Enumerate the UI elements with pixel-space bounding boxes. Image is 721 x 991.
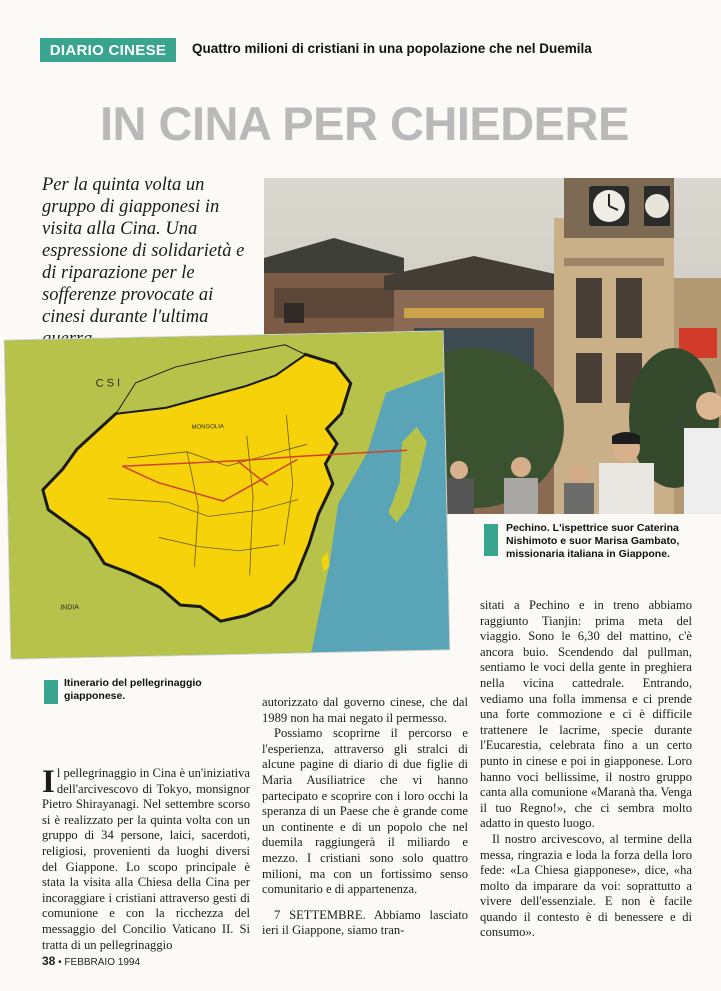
- map-caption-bar: [44, 680, 58, 704]
- photo-caption-bar: [484, 524, 498, 556]
- lede: Per la quinta volta un gruppo di giapponesi in visita alla Cina. Una espressione di solidarietà e di riparazione per le sofferenze provocate ai cinesi durante l'ultima: [42, 175, 245, 327]
- page-number: 38: [42, 954, 56, 968]
- col2-paragraph-3: 7 SETTEMBRE. Abbiamo lasciato ieri il Giappone, siamo tran-: [262, 907, 468, 938]
- col3-paragraph-2: Il nostro arcivescovo, al termine della messa, ringrazia e loda la forza della loro fede: «La Chiesa giapponese», dice, «ha molto da imparare da voi: soprattutto a vivere dell'essenziale. E non è facile quando il contesto è di benessere e di consumo».: [480, 831, 692, 940]
- headline: IN CINA PER CHIEDERE: [100, 97, 629, 150]
- section-tag: [40, 38, 176, 62]
- col2-paragraph-2: Possiamo scoprirne il percorso e l'esperienza, attraverso gli stralci di alcune pagine di diario di due figlie di Maria Ausiliatrice che vi hanno partecipato e scoprire con i loro occhi la speranza di un Paese che è grande come un continente e di un popolo che nel duemila raggiungerà il miliardo e mezzo. I cristiani sono solo quattro milioni, ma con un fortissimo senso comunitario e di appartenenza.: [262, 726, 468, 897]
- photo-caption: Pechino. L'ispettrice suor Caterina Nishimoto e suor Marisa Gambato, missionaria italiana in Giappone.: [506, 522, 680, 560]
- col3-paragraph-1: sitati a Pechino e in treno abbiamo raggiunto Tianjin: prima meta del viaggio. Sono le 6,30 del mattino, c'è ancora buio. Scendendo dal pullman, sentiamo le voci della gente in preghiera nella vicina cattedrale. Entrando, vediamo una folla immensa e ci prende una forte commozione e ci è difficile trattenere le lacrime, specie durante l'Eucarestia, celebrata fino a un certo punto in cinese e poi in giapponese. Loro hanno voci bellissime, il nostro gruppo canta alla comunione «Maranà tha. Venga il tuo Regno!», che ci sembra molto adatto in questo luogo.: [480, 598, 692, 831]
- map-itinerary: [5, 331, 450, 658]
- map-label-mongolia: MONGOLIA: [191, 424, 224, 431]
- kicker: Quattro milioni di cristiani in una popolazione che nel Duemila: [192, 41, 592, 56]
- map-label-csi: C S I: [95, 377, 121, 390]
- page-footer: [42, 954, 140, 968]
- section-tag-label: DIARIO CINESE: [49, 41, 167, 59]
- map-label-india: INDIA: [60, 604, 80, 612]
- issue-date: • FEBBRAIO 1994: [58, 957, 141, 968]
- article-column-2: [262, 695, 468, 939]
- dropcap: I: [42, 764, 55, 800]
- col1-text: l pellegrinaggio in Cina è un'iniziativa dell'arcivescovo di Tokyo, monsignor Pietro Shirayanagi. Nel settembre scorso si è realizzato per la quinta volta con un gruppo di 34 persone, laici, sacerdoti, religiosi, provenienti da luoghi diversi del Giappone. Lo scopo principale è stata la visita alla Chiesa della Cina per incoraggiare i cristiani attraverso gesti di comunione e con la ricchezza del messaggio del Concilio Vaticano II. Si tratta di un pellegrinaggio: [42, 766, 250, 952]
- map-caption: Itinerario del pellegrinaggio giapponese.: [64, 677, 202, 702]
- article-column-1: [42, 766, 250, 953]
- col2-paragraph-1: autorizzato dal governo cinese, che dal 1989 non ha mai negato il permesso.: [262, 695, 468, 725]
- article-column-3: [480, 598, 692, 941]
